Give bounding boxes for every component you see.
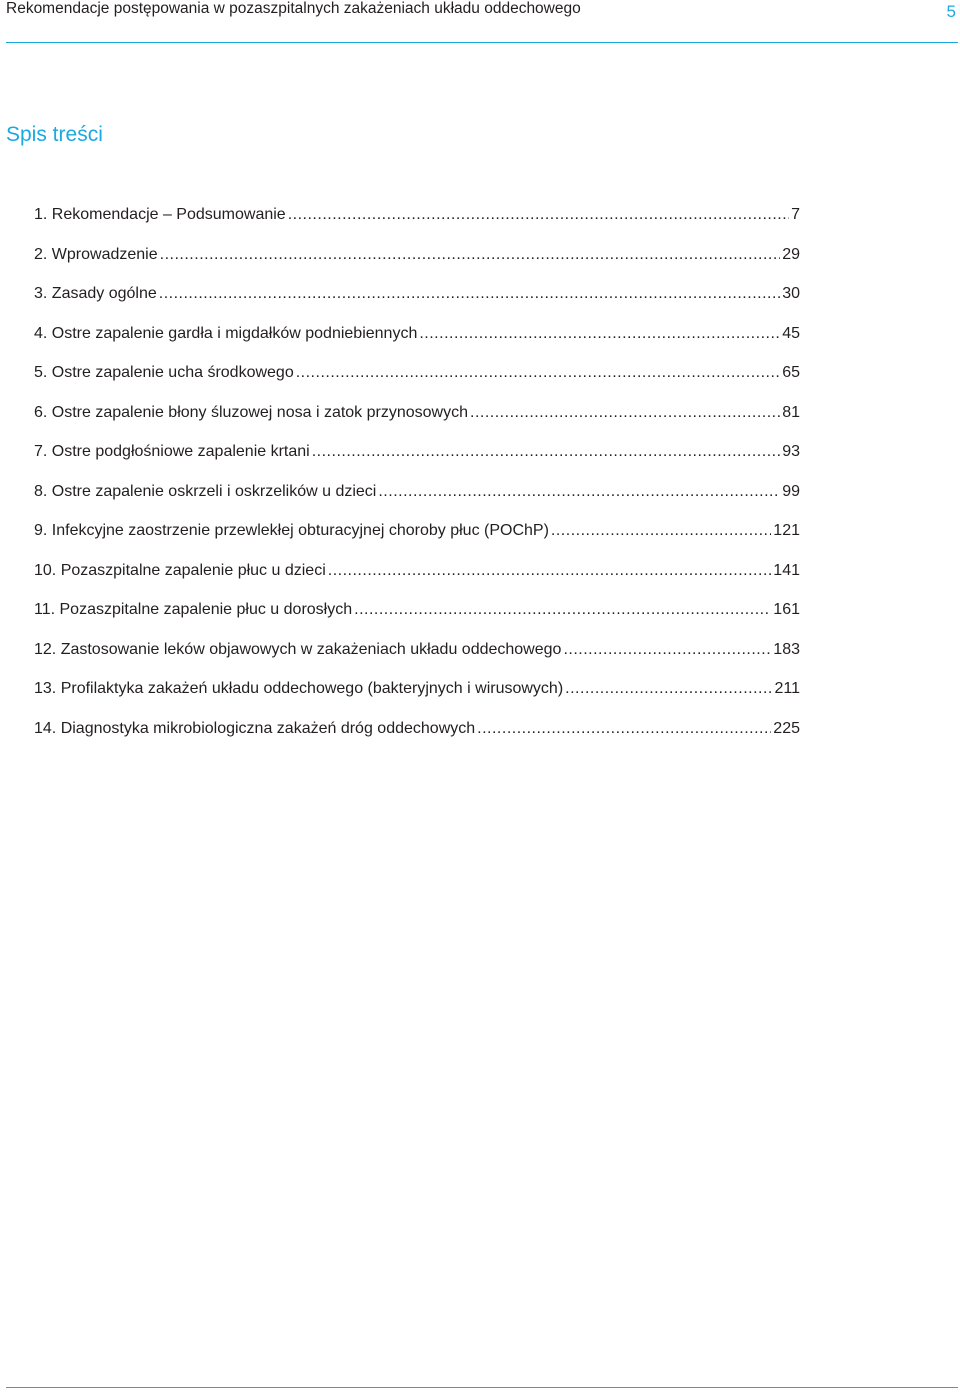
page-number: 5 <box>946 2 956 21</box>
toc-leader-dots <box>312 442 780 462</box>
toc-entry-2[interactable] <box>34 245 800 285</box>
toc-entry-6[interactable] <box>34 403 800 443</box>
footer-divider <box>6 1387 958 1388</box>
toc-entry-label: 3. Zasady ogólne <box>34 285 157 302</box>
toc-entry-page: 99 <box>782 482 800 500</box>
toc-entry-label: 7. Ostre podgłośniowe zapalenie krtani <box>34 443 310 460</box>
toc-entry-label: 2. Wprowadzenie <box>34 245 158 263</box>
toc-entry-label: 4. Ostre zapalenie gardła i migdałków podniebiennych <box>34 324 418 342</box>
toc-entry-page: 81 <box>782 403 800 421</box>
toc-entry-label: 10. Pozaszpitalne zapalenie płuc u dzieci <box>34 561 326 579</box>
toc-entry-page: 211 <box>774 680 800 697</box>
toc-entry-8[interactable] <box>34 482 800 522</box>
toc-entry-page: 7 <box>791 206 800 223</box>
toc-entry-5[interactable] <box>34 363 800 403</box>
toc-entry-page: 121 <box>773 522 800 539</box>
toc-leader-dots <box>354 600 771 620</box>
toc-leader-dots <box>160 245 781 265</box>
toc-leader-dots <box>288 205 789 225</box>
toc-leader-dots <box>159 284 780 304</box>
toc-entry-label: 1. Rekomendacje – Podsumowanie <box>34 206 286 223</box>
toc-leader-dots <box>378 482 780 502</box>
toc-entry-14[interactable] <box>34 719 800 759</box>
toc-entry-label: 5. Ostre zapalenie ucha środkowego <box>34 364 294 381</box>
toc-entry-10[interactable] <box>34 561 800 601</box>
toc-entry-page: 93 <box>782 443 800 460</box>
toc-entry-label: 6. Ostre zapalenie błony śluzowej nosa i zatok przynosowych <box>34 403 468 421</box>
toc-entry-page: 45 <box>782 324 800 342</box>
toc-entry-page: 141 <box>773 561 800 579</box>
toc-entry-label: 8. Ostre zapalenie oskrzeli i oskrzelików u dzieci <box>34 482 377 500</box>
toc-leader-dots <box>477 719 771 739</box>
toc-entry-label: 13. Profilaktyka zakażeń układu oddechowego (bakteryjnych i wirusowych) <box>34 680 564 697</box>
toc-heading: Spis treści <box>6 123 103 146</box>
running-header-title: Rekomendacje postępowania w pozaszpitalnych zakażeniach układu oddechowego <box>6 0 581 17</box>
page-header <box>0 0 960 44</box>
toc-leader-dots <box>470 403 780 423</box>
toc-entry-3[interactable] <box>34 284 800 324</box>
table-of-contents <box>34 205 800 758</box>
toc-leader-dots <box>551 521 771 541</box>
toc-leader-dots <box>565 679 772 699</box>
toc-entry-label: 12. Zastosowanie leków objawowych w zakażeniach układu oddechowego <box>34 640 562 658</box>
toc-entry-13[interactable] <box>34 679 800 719</box>
toc-entry-9[interactable] <box>34 521 800 561</box>
toc-entry-page: 225 <box>773 719 800 737</box>
toc-entry-label: 14. Diagnostyka mikrobiologiczna zakażeń dróg oddechowych <box>34 719 476 737</box>
toc-entry-1[interactable] <box>34 205 800 245</box>
toc-entry-page: 183 <box>773 640 800 658</box>
toc-entry-page: 29 <box>782 245 800 263</box>
toc-leader-dots <box>563 640 771 660</box>
toc-entry-4[interactable] <box>34 324 800 364</box>
toc-entry-12[interactable] <box>34 640 800 680</box>
toc-leader-dots <box>419 324 780 344</box>
toc-leader-dots <box>328 561 772 581</box>
toc-entry-11[interactable] <box>34 600 800 640</box>
toc-entry-label: 9. Infekcyjne zaostrzenie przewlekłej obturacyjnej choroby płuc (POChP) <box>34 522 549 539</box>
toc-entry-7[interactable] <box>34 442 800 482</box>
toc-leader-dots <box>296 363 780 383</box>
toc-entry-page: 30 <box>782 285 800 302</box>
header-divider <box>6 42 958 43</box>
toc-entry-page: 65 <box>782 364 800 381</box>
toc-entry-page: 161 <box>773 601 800 618</box>
toc-entry-label: 11. Pozaszpitalne zapalenie płuc u dorosłych <box>34 601 353 618</box>
